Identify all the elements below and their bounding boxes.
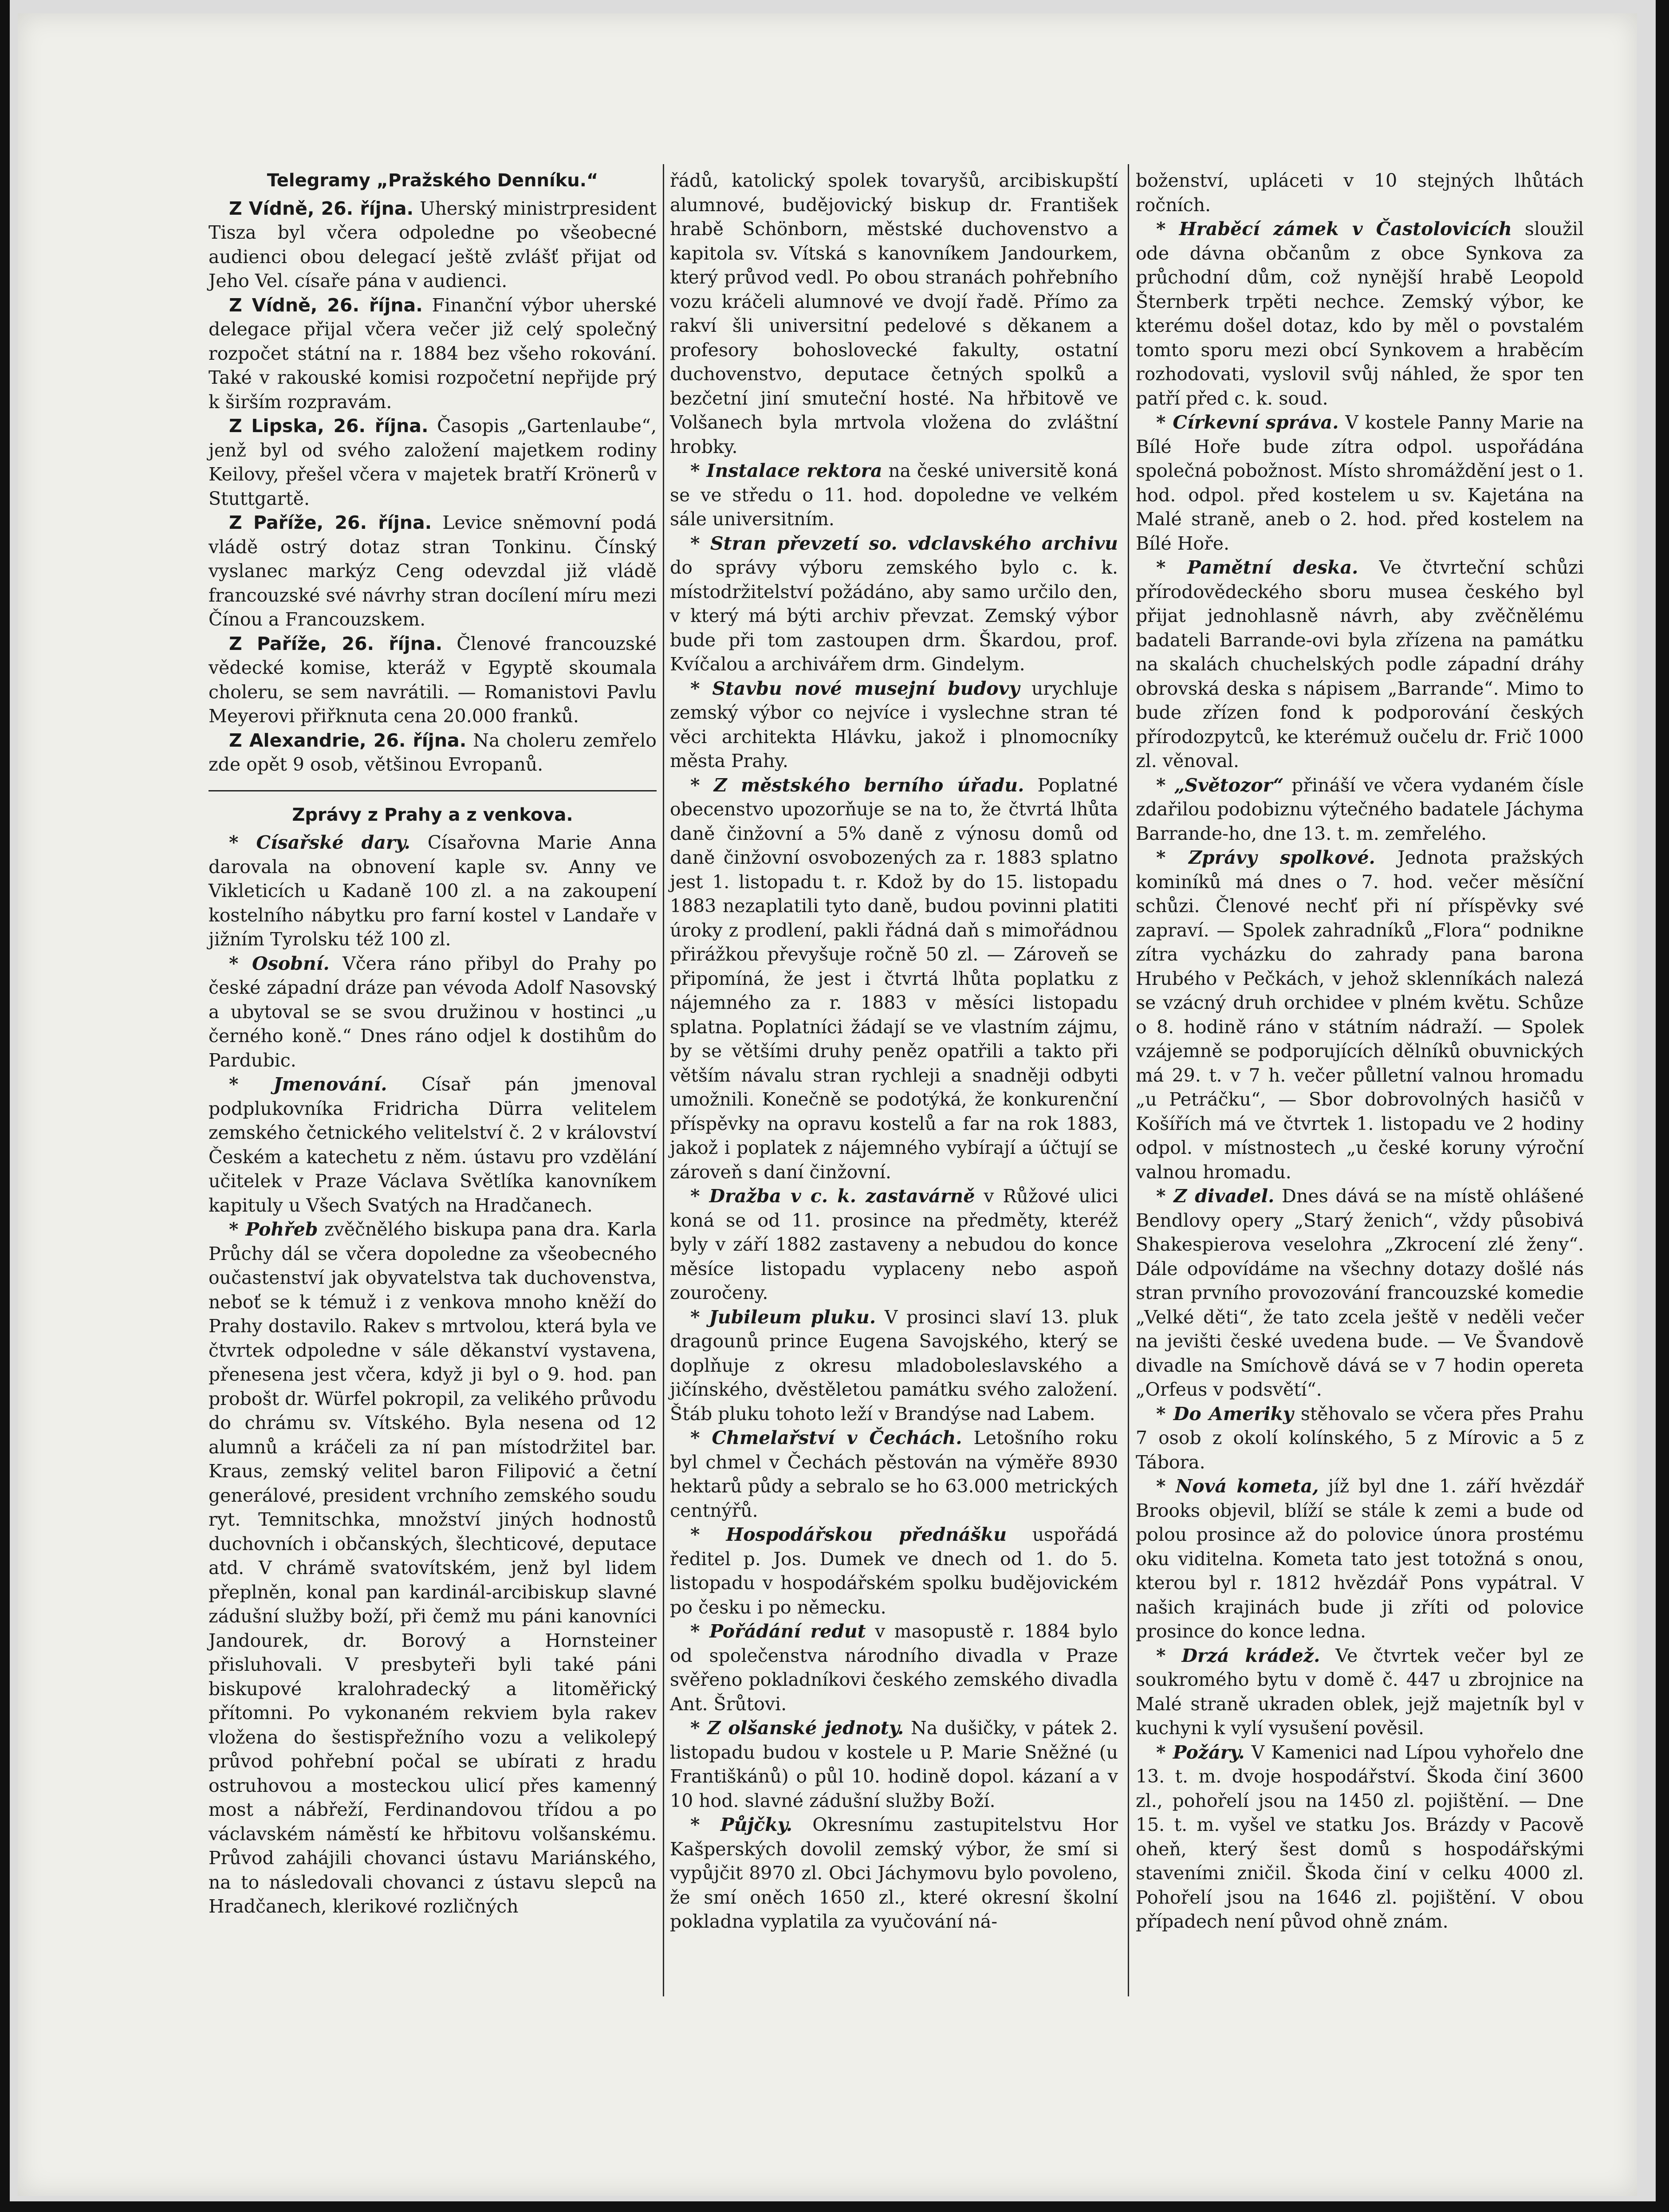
article-lead: * Pořádání redut bbox=[690, 1621, 866, 1642]
article-paragraph bbox=[1136, 1402, 1584, 1475]
article-text: Císařovna Marie Anna darovala na obnovení kaple sv. Anny ve Vikleticích u Kadaně 100 zl. a na zakoupení kostelního nábytku pro farní kostel v Landaře v jižním Tyrolsku též 100 zl. bbox=[209, 832, 657, 950]
column-3 bbox=[1136, 169, 1584, 1934]
scan-edge-bottom bbox=[0, 2201, 1669, 2212]
column-rule-2 bbox=[1128, 164, 1129, 1996]
article-lead: * Jubileum pluku. bbox=[690, 1306, 876, 1328]
article-lead: * Osobní. bbox=[229, 952, 330, 974]
article-lead: * Jmenování. bbox=[229, 1074, 387, 1095]
article-paragraph bbox=[1136, 1740, 1584, 1934]
article-paragraph bbox=[670, 1184, 1118, 1305]
article-paragraph bbox=[1136, 1474, 1584, 1644]
article-text: v Růžové ulici koná se od 11. prosince na předměty, kteréž byly v září 1882 zastaveny a nebudou do konce měsíce listopadu vyplaceny nebo aspoň zouročeny. bbox=[670, 1185, 1118, 1303]
article-text: Ve čtvrtek večer byl ze soukromého bytu v domě č. 447 u zbrojnice na Malé straně ukraden oblek, jejž majetník byl v kuchyni k vylí vysušení pověsil. bbox=[1136, 1645, 1584, 1739]
article-lead: * Hraběcí zámek v Častolovicích bbox=[1156, 218, 1512, 240]
scan-edge-left bbox=[0, 0, 10, 2212]
article-text: stěhovalo se včera přes Prahu 7 osob z okolí kolínského, 5 z Mírovic a 5 z Tábora. bbox=[1136, 1403, 1584, 1473]
article-text: do správy výboru zemského bylo c. k. místodržitelství požádáno, aby samo určilo den, v který má býti archiv převzat. Zemský výbor bude při tom zastoupen drm. Škardou, prof. Kvíčalou a archivářem drm. Gindelym. bbox=[670, 557, 1118, 675]
article-lead: * Stavbu nové musejní budovy bbox=[690, 677, 1020, 699]
article-paragraph bbox=[670, 677, 1118, 773]
article-lead: * Hospodářskou přednášku bbox=[690, 1524, 1007, 1545]
article-text: V Kamenici nad Lípou vyhořelo dne 13. t. m. dvoje hospodářství. Škoda činí 3600 zl., pohořelí jsou na 1450 zl. pojištění. — Dne 15. t. m. vyšel ve statku Jos. Brázdy v Pacově oheň, který šest domů s hospodářskými staveními zničil. Škoda činí v celku 4000 zl. Pohořelí jsou na 1646 zl. pojištění. V obou případech není původ ohně znám. bbox=[1136, 1741, 1584, 1932]
article-lead: * Chmelařství v Čechách. bbox=[690, 1427, 962, 1448]
article-lead: * Zprávy spolkové. bbox=[1156, 847, 1375, 868]
article-paragraph bbox=[670, 1305, 1118, 1426]
article-text: v masopustě r. 1884 bylo od společenstva národního divadla v Praze svěřeno pokladníkovi českého zemského divadla Ant. Šrůtovi. bbox=[670, 1621, 1118, 1715]
scan-edge-right bbox=[1656, 0, 1669, 2212]
article-text: Časopis „Gartenlaube“, jenž byl od svého založení majetkem rodiny Keilovy, přešel včera v majetek bratří Krönerů v Stuttgartě. bbox=[209, 415, 657, 509]
article-lead: * „Světozor“ bbox=[1156, 774, 1284, 796]
article-lead: * Církevní správa. bbox=[1156, 412, 1339, 433]
article-lead: * Dražba v c. k. zastavárně bbox=[690, 1185, 975, 1207]
article-text: Ve čtvrteční schůzi přírodovědeckého sboru musea českého byl přijat jednohlasně návrh, aby zvěčnělému badateli Barrande-ovi byla zřízena na památku na skalách chuchelských podle západní dráhy obrovská deska s nápisem „Barrande“. Mimo to bude zřízen fond k podporování českých přírodozpytců, ke kterémuž oučelu dr. Frič 1000 zl. věnoval. bbox=[1136, 557, 1584, 771]
article-paragraph bbox=[209, 414, 657, 511]
article-paragraph bbox=[209, 511, 657, 632]
article-text: Okresnímu zastupitelstvu Hor Kašperských dovolil zemský výbor, že smí si vypůjčit 8970 zl. Obci Jáchymovu bylo povoleno, že smí oněch 1650 zl., které okresní školní pokladna vyplatila za vyučování ná- bbox=[670, 1814, 1118, 1932]
article-lead: * Půjčky. bbox=[690, 1814, 793, 1835]
article-lead: * Požáry. bbox=[1156, 1741, 1245, 1763]
section-heading: Telegramy „Pražského Denníku.“ bbox=[267, 170, 598, 191]
article-paragraph bbox=[209, 1217, 657, 1919]
article-paragraph bbox=[1136, 217, 1584, 410]
article-lead: * Drzá krádež. bbox=[1156, 1645, 1320, 1666]
article-lead: * Císařské dary. bbox=[229, 832, 410, 853]
article-paragraph bbox=[670, 773, 1118, 1185]
article-text: Císař pán jmenoval podplukovníka Fridricha Dürra velitelem zemského četnického velitelství č. 2 v království Českém a katechetu z něm. ústavu pro vzdělání učitelek v Praze Václava Světlíka kanovníkem kapituly u Všech Svatých na Hradčanech. bbox=[209, 1074, 657, 1216]
article-text: uspořádá ředitel p. Jos. Dumek ve dnech od 1. do 5. listopadu v hospodářském spolku budějovickém po česku i po německu. bbox=[670, 1524, 1118, 1618]
article-paragraph bbox=[1136, 1184, 1584, 1402]
article-text: Poplatné obecenstvo upozorňuje se na to, že čtvrtá lhůta daně činžovní a 5% daně z výnosu domů od daně činžovní osvobozených za r. 1883 splatno jest 1. listopadu t. r. Kdož by do 15. listopadu 1883 nezaplatili tyto daně, budou povinni platiti úroky z prodlení, pakli řádná daň s mimořádnou přirážkou převyšuje ročně 50 zl. — Zároveň se připomíná, že jest i čtvrtá lhůta poplatku z nájemného za r. 1883 v měsíci listopadu splatna. Poplatníci žádají se ve vlastním zájmu, by se většími druhy peněz opatřili a takto při větším návalu stran rychleji a snadněji odbyti umožnili. Konečně se podotýká, že konkurenční příspěvky na opravu kostelů a far na rok 1883, jakož i poplatek z nájemného vybírají a účtují se zároveň s daní činžovní. bbox=[670, 774, 1118, 1183]
article-text: Finanční výbor uherské delegace přijal včera večer již celý společný rozpočet státní na r. 1884 bez všeho rokování. Také v rakouské komisi rozpočetní nepřijde prý k širším rozpravám. bbox=[209, 294, 657, 413]
article-text: na české universitě koná se ve středu o 11. hod. dopoledne ve velkém sále universitním. bbox=[670, 460, 1118, 530]
column-rule-1 bbox=[663, 164, 664, 1996]
article-text: Letošního roku byl chmel v Čechách pěstován na výměře 8930 hektarů půdy a sebralo se ho 63.000 metrických centnýřů. bbox=[670, 1427, 1118, 1521]
article-lead: Z Paříže, 26. října. bbox=[229, 633, 443, 654]
article-paragraph bbox=[670, 1426, 1118, 1523]
article-paragraph bbox=[670, 459, 1118, 531]
article-lead: * Nová kometa, bbox=[1156, 1476, 1319, 1497]
article-text: Na choleru zemřelo zde opět 9 osob, většinou Evropanů. bbox=[209, 729, 657, 775]
article-paragraph bbox=[1136, 773, 1584, 846]
article-text: Levice sněmovní podá vládě ostrý dotaz stran Tonkinu. Čínský vyslanec markýz Ceng odevzdal již vládě francouzské své návrhy stran docílení míru mezi Čínou a Francouzskem. bbox=[209, 512, 657, 630]
article-text: Na dušičky, v pátek 2. listopadu budou v kostele u P. Marie Sněžné (u Františkánů) o půl 10. hodině dopol. kázaní a v 10 hod. slavné zádušní služby Boží. bbox=[670, 1717, 1118, 1811]
article-text: jíž byl dne 1. září hvězdář Brooks objevil, blíží se stále k zemi a bude od polou prosince až do polovice února prostému oku viditelna. Kometa tato jest totožná s onou, kterou byl r. 1812 hvězdář Pons vypátral. V našich krajinách bude ji zříti od polovice prosince do konce ledna. bbox=[1136, 1476, 1584, 1642]
article-paragraph bbox=[209, 952, 657, 1073]
article-lead: * Z divadel. bbox=[1156, 1185, 1275, 1207]
article-paragraph bbox=[209, 728, 657, 777]
article-paragraph bbox=[1136, 169, 1584, 217]
article-paragraph bbox=[670, 1716, 1118, 1813]
article-text: V kostele Panny Marie na Bílé Hoře bude zítra odpol. uspořádána společná pobožnost. Místo shromáždění jest o 1. hod. odpol. před kostelem u sv. Kajetána na Malé straně, aneb o 2. hod. před kostelem na Bílé Hoře. bbox=[1136, 412, 1584, 554]
article-paragraph bbox=[209, 293, 657, 414]
article-text: řádů, katolický spolek tovaryšů, arcibiskupští alumnové, budějovický biskup dr. František hrabě Schönborn, městské duchovenstvo a kapitola sv. Vítská s kanovníkem Jandourkem, který průvod vedl. Po obou stranách pohřebního vozu kráčeli alumnové ve dvojí řadě. Přímo za rakví šli universitní pedelové s děkanem a profesory bohoslovecké fakulty, ostatní duchovenstvo, deputace četných spolků a bezčetní jiní smuteční hosté. Na hřbitově ve Volšanech byla mrtvola vložena do zvláštní hrobky. bbox=[670, 170, 1118, 457]
article-paragraph bbox=[670, 1813, 1118, 1934]
article-text: Členové francouzské vědecké komise, kteráž v Egyptě skoumala choleru, se sem navrátili. — Romanistovi Pavlu Meyerovi přiřknuta cena 20.000 franků. bbox=[209, 633, 657, 727]
article-lead: * Instalace rektora bbox=[690, 460, 882, 481]
article-text: urychluje zemský výbor co nejvíce i vyslechne stran té věci architekta Hlávku, jakož i plnomocníky města Prahy. bbox=[670, 677, 1118, 771]
article-lead: * Z městského berního úřadu. bbox=[690, 774, 1024, 796]
article-text: Dnes dává se na místě ohlášené Bendlovy opery „Starý ženich“, vždy působivá Shakespierova veselohra „Zkrocení zlé ženy“. Dále odpovídáme na všechny dotazy došlé nás stran prvního provozování francouzské komedie „Velké děti“, že tato zcela ještě v neděli večer na jevišti české uvedena bude. — Ve Švandově divadle na Smíchově dává se v 7 hodin opereta „Orfeus v podsvětí“. bbox=[1136, 1185, 1584, 1400]
column-1 bbox=[209, 169, 657, 1919]
article-text: boženství, upláceti v 10 stejných lhůtách ročních. bbox=[1136, 170, 1584, 216]
article-text: přináší ve včera vydaném čísle zdařilou podobiznu výtečného badatele Jáchyma Barrande-ho, dne 13. t. m. zemřelého. bbox=[1136, 774, 1584, 844]
article-paragraph bbox=[209, 197, 657, 293]
column-2 bbox=[670, 169, 1118, 1934]
article-lead: * Pohřeb bbox=[229, 1219, 318, 1240]
article-paragraph bbox=[209, 1072, 657, 1217]
article-lead: Z Vídně, 26. října. bbox=[229, 197, 414, 219]
article-paragraph bbox=[1136, 1644, 1584, 1740]
article-text: Uherský ministrpresident Tisza byl včera odpoledne po všeobecné audienci obou delegací ještě zvlášť přijat od Jeho Vel. císaře pána v audienci. bbox=[209, 197, 657, 291]
article-paragraph bbox=[670, 1619, 1118, 1716]
article-lead: * Do Ameriky bbox=[1156, 1403, 1294, 1425]
article-paragraph bbox=[209, 830, 657, 952]
section-heading: Zprávy z Prahy a z venkova. bbox=[209, 790, 657, 827]
article-lead: * Stran převzetí so. vdclavského archivu bbox=[690, 532, 1118, 554]
article-text: V prosinci slaví 13. pluk dragounů prince Eugena Savojského, který se doplňuje z okresu mladoboleslavského a jičínského, dvěstěletou památku svého založení. Štáb pluku tohoto leží v Brandýse nad Labem. bbox=[670, 1306, 1118, 1425]
article-lead: Z Vídně, 26. října. bbox=[229, 294, 423, 316]
article-lead: Z Alexandrie, 26. října. bbox=[229, 729, 467, 751]
article-text: Jednota pražských kominíků má dnes o 7. hod. večer měsíční schůzi. Členové nechť při ní příspěvky své zapraví. — Spolek zahradníků „Flora“ podnikne zítra vycházku do zahrady pana barona Hrubého v Pečkách, v jehož sklenníkách nalezá se vzácný druh orchidee v plném květu. Schůze o 8. hodině ráno v státním nádraží. — Spolek vzájemně se podporujících dělníků obuvnických má 29. t. v 7 h. večer půlletní valnou hromadu „u Petráčku“, — Sbor dobrovolných hasičů v Košířích má ve čtvrtek 1. listopadu ve 2 hodiny odpol. v místnostech „u české koruny výroční valnou hromadu. bbox=[1136, 847, 1584, 1183]
article-lead: Z Paříže, 26. října. bbox=[229, 512, 432, 533]
article-paragraph bbox=[209, 632, 657, 728]
article-lead: Z Lipska, 26. října. bbox=[229, 415, 429, 437]
article-paragraph bbox=[670, 169, 1118, 459]
article-paragraph bbox=[1136, 846, 1584, 1184]
article-paragraph bbox=[1136, 410, 1584, 555]
article-text: zvěčnělého biskupa pana dra. Karla Průchy dál se včera dopoledne za všeobecného oučastenství jak obyvatelstva tak duchovenstva, neboť se k témuž i z venkova mnoho kněží do Prahy dostavilo. Rakev s mrtvolou, která byla ve čtvrtek odpoledne v sále děkanství vystavena, přenesena jest včera, když ji byl o 9. hod. pan probošt dr. Würfel pokropil, za velikého průvodu do chrámu sv. Vítského. Byla nesena od 12 alumnů a kráčeli za ní pan místodržitel bar. Kraus, zemský velitel baron Filipović a četní generálové, president vrchního zemského soudu ryt. Temnitschka, množství jiných hodnostů duchovních i občanských, šlechticové, deputace atd. V chrámě svatovítském, jenž byl lidem přeplněn, konal pan kardinál-arcibiskup slavné zádušní služby boží, při čemž mu páni kanovníci Jandourek, dr. Borový a Hornsteiner přisluhovali. V presbyteři byli také páni biskupové kralohradecký a litoměřický přítomni. Po vykonaném rekviem byla rakev vložena do šestispřežního vozu a velikolepý průvod pohřební počal se ubírati z hradu ostruhovou a mosteckou ulicí přes kamenný most a nábřeží, Ferdinandovou třídou a po václavském náměstí ke hřbitovu volšanskému. Průvod zahájili chovanci ústavu Mariánského, na to následovali chovanci z ústavu slepců na Hradčanech, klerikové rozličných bbox=[209, 1219, 657, 1917]
article-paragraph bbox=[670, 531, 1118, 677]
article-paragraph bbox=[1136, 555, 1584, 773]
article-paragraph bbox=[670, 1523, 1118, 1619]
article-text: Včera ráno přibyl do Prahy po české západní dráze pan vévoda Adolf Nasovský a ubytoval se se svou družinou v hostinci „u černého koně.“ Dnes ráno odjel k dostihům do Pardubic. bbox=[209, 952, 657, 1071]
article-text: sloužil ode dávna občanům z obce Synkova za průchodní dům, což nynější hrabě Leopold Šternberk trpěti nechce. Zemský výbor, ke kterému došel dotaz, kdo by měl o povstalém tomto sporu mezi obcí Synkovem a hraběcím rozhodovati, vyslovil svůj náhled, že spor ten patří před c. k. soud. bbox=[1136, 218, 1584, 409]
article-lead: * Pamětní deska. bbox=[1156, 557, 1358, 578]
article-lead: * Z olšanské jednoty. bbox=[690, 1717, 904, 1739]
